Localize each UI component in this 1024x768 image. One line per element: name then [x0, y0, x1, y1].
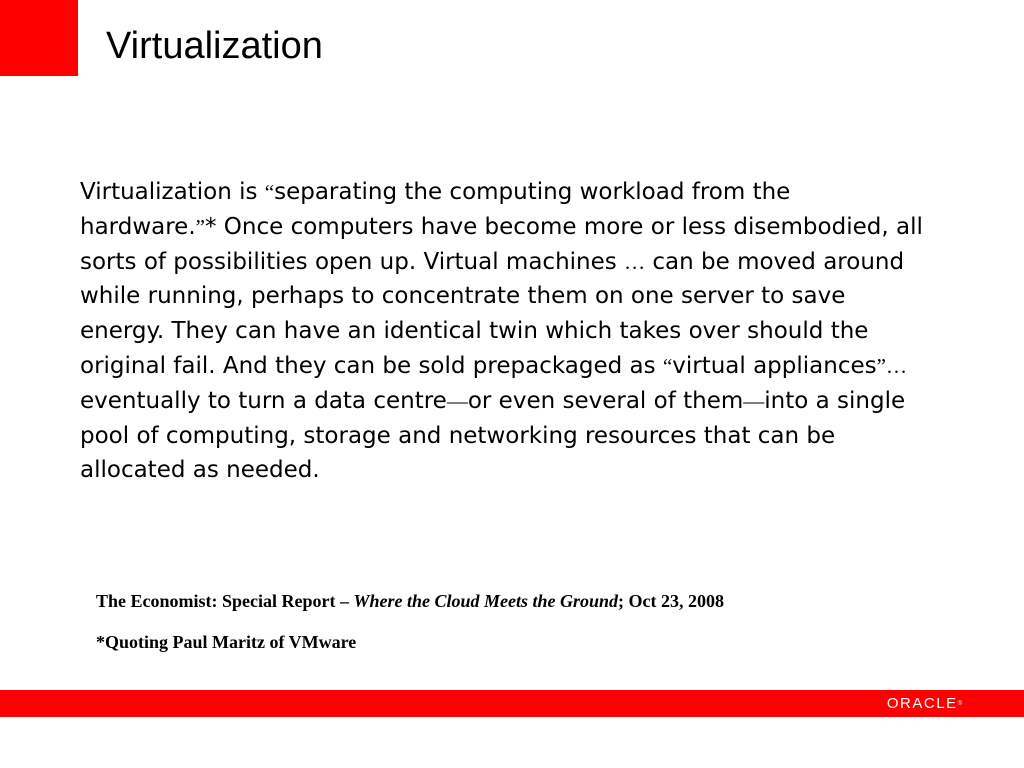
- open-quote-mark: “: [264, 180, 275, 204]
- body-text-run: eventually to turn a data centre: [80, 387, 447, 414]
- citation-source: [96, 590, 724, 612]
- body-text-run: into a single pool of computing, storage and networking resources that can be allocated as needed.: [80, 387, 906, 484]
- body-text-run: separating the computing workload from the hardware.: [80, 179, 791, 240]
- citation-source-prefix: The Economist: Special Report –: [96, 591, 354, 611]
- close-quote-mark: ”: [876, 353, 886, 378]
- registered-mark: ®: [957, 701, 962, 707]
- footer-bar: [0, 690, 1024, 717]
- slide-title: Virtualization: [106, 25, 323, 67]
- body-text-run: * Once computers have become more or less disembodied, all sorts of possibilities open up. Virtual machines: [80, 213, 923, 275]
- oracle-logo: [887, 695, 962, 713]
- body-text-run: virtual appliances: [672, 352, 877, 379]
- citation-source-date: ; Oct 23, 2008: [618, 591, 725, 611]
- close-quote-mark: ”: [195, 214, 205, 239]
- corner-accent-block: [0, 0, 78, 76]
- body-text-run: can be moved around while running, perhaps to concentrate them on one server to save energy. They can have an identical twin which takes over should the original fail. And they can be sold prepackaged as: [80, 248, 905, 379]
- body-text-run: Virtualization is: [80, 179, 265, 205]
- citation-quote-note: *Quoting Paul Maritz of VMware: [96, 632, 357, 652]
- open-quote-mark: “: [662, 353, 673, 378]
- ellipsis-mark: …: [885, 353, 907, 378]
- oracle-logo-text: ORACLE: [886, 695, 958, 712]
- em-dash-mark: —: [743, 388, 765, 413]
- body-paragraph: [80, 175, 925, 488]
- citation-source-title: Where the Cloud Meets the Ground: [353, 591, 619, 611]
- ellipsis-mark: …: [624, 249, 646, 274]
- body-text-run: or even several of them: [467, 387, 744, 414]
- em-dash-mark: —: [446, 388, 468, 413]
